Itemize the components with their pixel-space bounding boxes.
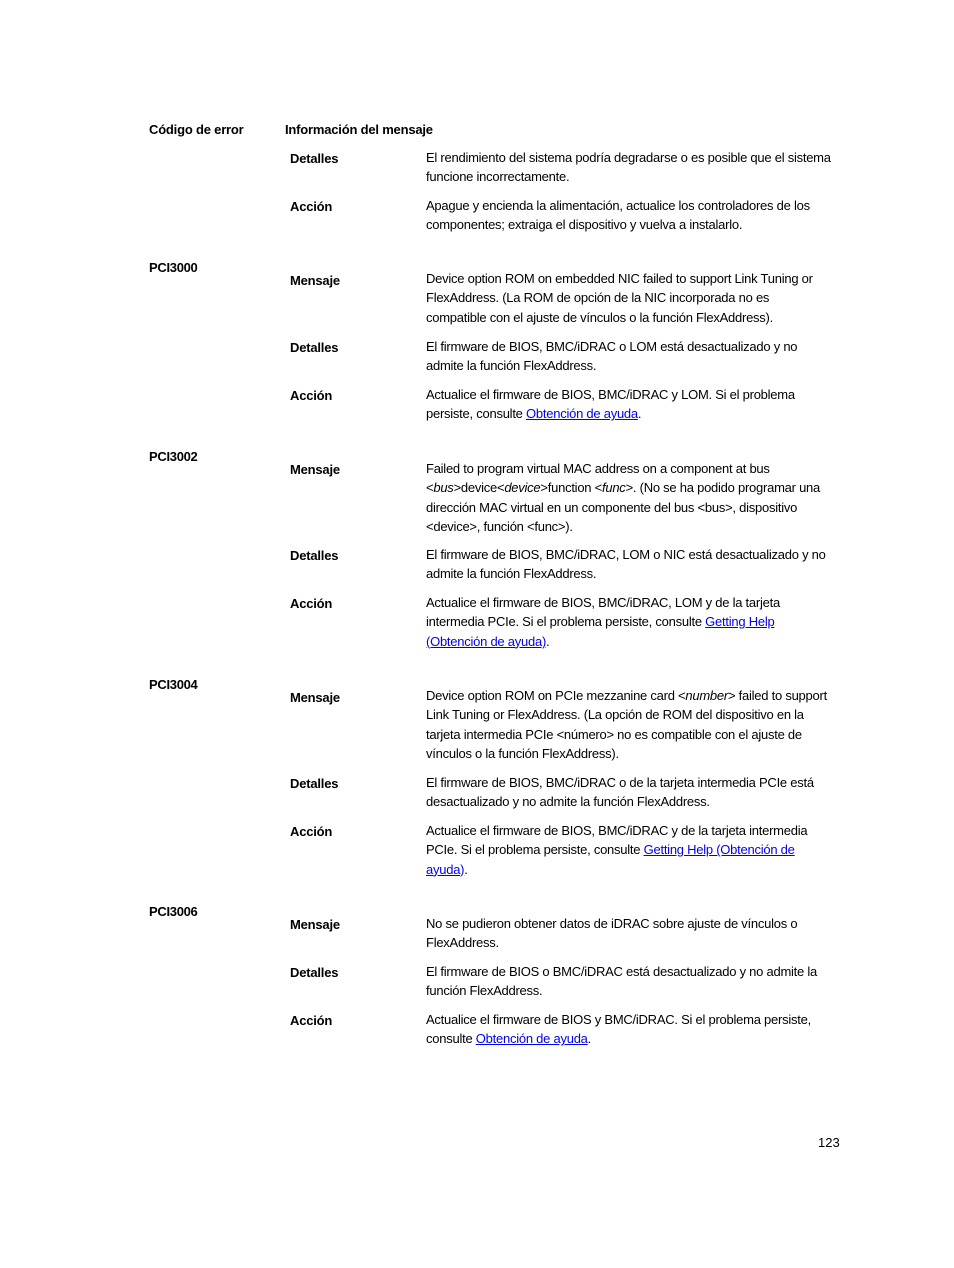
action-text (426, 593, 831, 651)
action-text: Apague y encienda la alimentación, actualice los controladores de los componentes; extraiga el dispositivo y vuelva a instalarlo. (426, 198, 810, 233)
action-text-post: . (546, 633, 550, 649)
details-label: Detalles (290, 548, 339, 563)
message-part: > failed to support Link Tuning or FlexAddress. (La opción de ROM del dispositivo en la tarjeta intermedia PCIe <número> no es compatible con el ajuste de vínculos o la función FlexAddress). (426, 688, 827, 761)
help-link[interactable]: Obtención de ayuda (526, 406, 638, 422)
message-param-device: device (504, 480, 541, 496)
action-text-post: . (464, 861, 468, 877)
message-text: No se pudieron obtener datos de iDRAC sobre ajuste de vínculos o FlexAddress. (426, 916, 798, 951)
action-label: Acción (290, 596, 333, 611)
error-code-pci3004: PCI3004 (149, 677, 198, 692)
details-label: Detalles (290, 965, 339, 980)
details-text: El firmware de BIOS, BMC/iDRAC, LOM o NIC está desactualizado y no admite la función FlexAddress. (426, 547, 826, 582)
message-part: Failed to program virtual MAC address on a component at bus < (426, 461, 770, 496)
action-text (426, 821, 831, 879)
details-text: El firmware de BIOS, BMC/iDRAC o de la tarjeta intermedia PCIe está desactualizado y no admite la función FlexAddress. (426, 775, 814, 810)
action-text (426, 385, 831, 424)
message-part: Device option ROM on PCIe mezzanine card < (426, 688, 686, 703)
column-header-info: Información del mensaje (285, 122, 433, 137)
details-text: El rendimiento del sistema podría degradarse o es posible que el sistema funcione incorrectamente. (426, 150, 831, 185)
message-param-number: number (685, 688, 728, 703)
action-text-post: . (637, 406, 642, 422)
details-label: Detalles (290, 776, 339, 791)
message-label: Mensaje (290, 917, 340, 932)
message-text (426, 686, 831, 763)
details-text: El firmware de BIOS o BMC/iDRAC está desactualizado y no admite la función FlexAddress. (426, 964, 818, 999)
message-part: >function < (540, 480, 602, 496)
message-label: Mensaje (290, 273, 340, 288)
help-link[interactable]: Getting Help (Obtención de ayuda) (426, 842, 795, 877)
details-text: El firmware de BIOS, BMC/iDRAC o LOM está desactualizado y no admite la función FlexAddress. (426, 339, 798, 374)
help-link[interactable]: Obtención de ayuda (475, 1031, 588, 1047)
action-text (426, 1010, 831, 1049)
message-part: >. (No se ha podido programar una dirección MAC virtual en un componente del bus <bus>, dispositivo <device>, función <func>). (426, 480, 821, 534)
message-part: >device< (453, 480, 505, 496)
message-param-func: func (601, 480, 626, 496)
error-code-pci3006: PCI3006 (149, 904, 198, 919)
action-text-post: . (587, 1031, 592, 1047)
action-label: Acción (290, 824, 333, 839)
details-label: Detalles (290, 151, 339, 166)
details-label: Detalles (290, 340, 339, 355)
action-text-pre: Actualice el firmware de BIOS, BMC/iDRAC y de la tarjeta intermedia PCIe. Si el problema persiste, consulte (426, 823, 808, 858)
action-text-pre: Actualice el firmware de BIOS, BMC/iDRAC, LOM y de la tarjeta intermedia PCIe. Si el problema persiste, consulte (426, 595, 780, 630)
action-label: Acción (290, 1013, 333, 1028)
action-text-pre: Actualice el firmware de BIOS y BMC/iDRAC. Si el problema persiste, consulte (426, 1012, 811, 1047)
action-label: Acción (290, 388, 333, 403)
page-number: 123 (818, 1135, 840, 1150)
message-text: Device option ROM on embedded NIC failed to support Link Tuning or FlexAddress. (La ROM de opción de la NIC incorporada no es compatible con el ajuste de vínculos o la función FlexAddress). (426, 271, 813, 325)
message-text (426, 459, 831, 536)
message-label: Mensaje (290, 462, 340, 477)
message-param-bus: bus (433, 480, 454, 496)
message-label: Mensaje (290, 690, 340, 705)
action-text-pre: Actualice el firmware de BIOS, BMC/iDRAC y LOM. Si el problema persiste, consulte (426, 387, 795, 422)
error-code-pci3000: PCI3000 (149, 260, 198, 275)
action-label: Acción (290, 199, 333, 214)
error-code-pci3002: PCI3002 (149, 449, 198, 464)
help-link[interactable]: Getting Help (Obtención de ayuda) (426, 614, 775, 649)
column-header-code: Código de error (149, 122, 244, 137)
